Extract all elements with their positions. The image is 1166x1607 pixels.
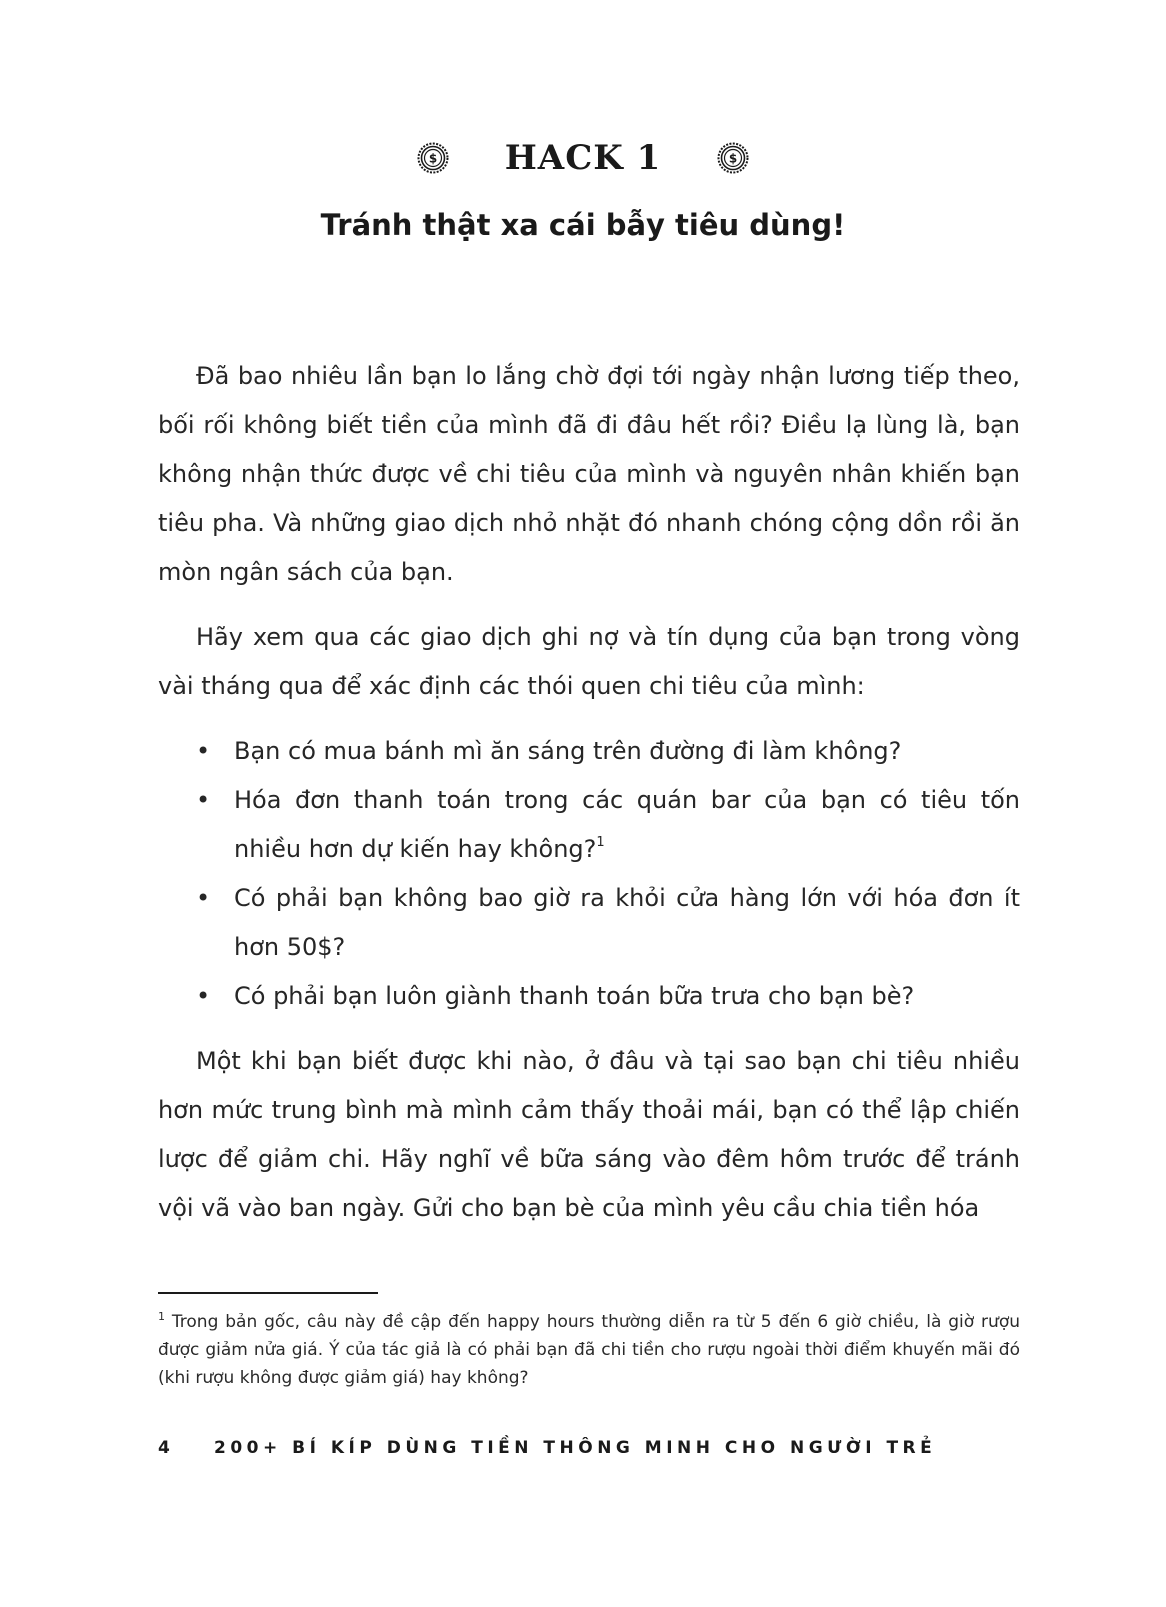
list-item-text: Có phải bạn luôn giành thanh toán bữa trưa cho bạn bè? <box>234 982 915 1010</box>
bullet-list <box>158 727 1020 1021</box>
paragraph: Hãy xem qua các giao dịch ghi nợ và tín dụng của bạn trong vòng vài tháng qua để xác định các thói quen chi tiêu của mình: <box>158 623 1020 700</box>
svg-text:$: $ <box>428 151 437 166</box>
bullet-icon: • <box>196 786 211 814</box>
footnote-reference[interactable]: 1 <box>596 835 605 850</box>
page-footer <box>158 1438 1020 1458</box>
svg-text:$: $ <box>729 151 738 166</box>
chapter-title: HACK 1 <box>504 138 662 178</box>
chapter-subtitle: Tránh thật xa cái bẫy tiêu dùng! <box>320 208 846 242</box>
paragraph: Đã bao nhiêu lần bạn lo lắng chờ đợi tới ngày nhận lương tiếp theo, bối rối không biết tiền của mình đã đi đâu hết rồi? Điều lạ lùng là, bạn không nhận thức được về chi tiêu của mình và nguyên nhân khiến bạn tiêu pha. Và những giao dịch nhỏ nhặt đó nhanh chóng cộng dồn rồi ăn mòn ngân sách của bạn. <box>158 362 1020 586</box>
list-item <box>158 972 1020 1021</box>
bullet-icon: • <box>196 737 211 765</box>
list-item-text: Hóa đơn thanh toán trong các quán bar của bạn có tiêu tốn nhiều hơn dự kiến hay không? <box>234 786 1020 863</box>
footnote-text: Trong bản gốc, câu này đề cập đến happy hours thường diễn ra từ 5 đến 6 giờ chiều, là giờ rượu được giảm nửa giá. Ý của tác giả là có phải bạn đã chi tiền cho rượu ngoài thời điểm khuyến mãi đó (khi rượu không được giảm giá) hay không? <box>158 1312 1020 1388</box>
page-number: 4 <box>158 1438 170 1458</box>
chapter-header <box>0 138 1166 178</box>
list-item-text: Có phải bạn không bao giờ ra khỏi cửa hàng lớn với hóa đơn ít hơn 50$? <box>234 884 1020 961</box>
footnote-marker: 1 <box>158 1310 165 1323</box>
dollar-coin-icon <box>417 142 449 174</box>
paragraph: Một khi bạn biết được khi nào, ở đâu và tại sao bạn chi tiêu nhiều hơn mức trung bình mà mình cảm thấy thoải mái, bạn có thể lập chiến lược để giảm chi. Hãy nghĩ về bữa sáng vào đêm hôm trước để tránh vội vã vào ban ngày. Gửi cho bạn bè của mình yêu cầu chia tiền hóa <box>158 1047 1020 1222</box>
dollar-coin-icon <box>717 142 749 174</box>
list-item <box>158 776 1020 874</box>
bullet-icon: • <box>196 884 211 912</box>
footnote <box>158 1308 1020 1392</box>
list-item-text: Bạn có mua bánh mì ăn sáng trên đường đi làm không? <box>234 737 902 765</box>
list-item <box>158 874 1020 972</box>
body-text <box>158 352 1020 1233</box>
running-title: 200+ BÍ KÍP DÙNG TIỀN THÔNG MINH CHO NGƯỜI TRẺ <box>214 1438 937 1458</box>
footnote-divider <box>158 1292 378 1294</box>
list-item <box>158 727 1020 776</box>
bullet-icon: • <box>196 982 211 1010</box>
